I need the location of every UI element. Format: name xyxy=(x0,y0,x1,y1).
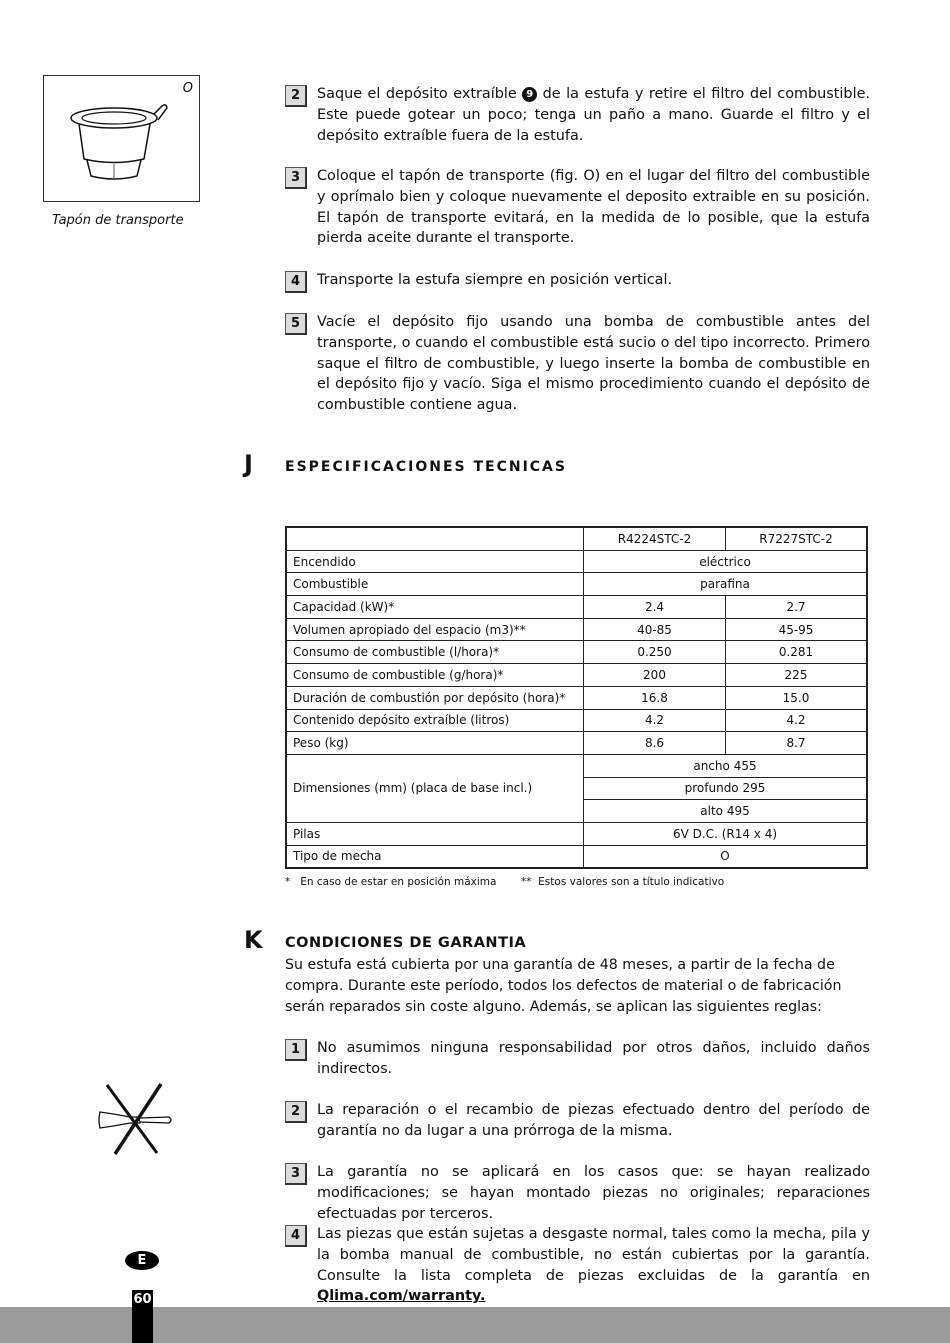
row-label: Dimensiones (mm) (placa de base incl.) xyxy=(286,754,584,822)
table-row xyxy=(286,641,867,664)
table-row xyxy=(286,550,867,573)
table-header-row xyxy=(286,527,867,550)
row-label: Consumo de combustible (l/hora)* xyxy=(286,641,584,664)
footnote-1: * En caso de estar en posición máxima xyxy=(285,876,497,888)
row-value-model-2: 4.2 xyxy=(726,709,868,732)
transport-step-5 xyxy=(285,312,870,416)
reference-9-icon: 9 xyxy=(522,87,537,102)
section-letter-j: J xyxy=(244,450,253,478)
step-text: Vacíe el depósito fijo usando una bomba de combustible antes del transporte, o cuando el combustible está sucio o del tipo incorrecto. Primero saque el filtro de combustible, y luego inserte la bomba de combustible en el depósito fijo y vacío. Siga el mismo procedimiento cuando el depósito de combustible contiene agua. xyxy=(317,314,870,414)
section-title-warranty: CONDICIONES DE GARANTIA xyxy=(285,935,527,951)
step-number: 2 xyxy=(285,85,307,107)
row-value-model-2: 2.7 xyxy=(726,596,868,619)
row-label: Consumo de combustible (g/hora)* xyxy=(286,664,584,687)
section-title-specs: ESPECIFICACIONES TECNICAS xyxy=(285,459,567,475)
figure-letter: O xyxy=(182,81,193,96)
warranty-intro: Su estufa está cubierta por una garantía de 48 meses, a partir de la fecha de compra. Durante este período, todos los defectos de material o de fabricación serán reparados sin coste alguno. Además, se aplican las siguientes reglas: xyxy=(285,957,842,1015)
table-row xyxy=(286,822,867,845)
table-row xyxy=(286,573,867,596)
row-value-model-2: 45-95 xyxy=(726,618,868,641)
row-value-model-1: 8.6 xyxy=(584,732,726,755)
step-text: Transporte la estufa siempre en posición vertical. xyxy=(317,272,673,288)
rule-text: La garantía no se aplicará en los casos que: se hayan realizado modificaciones; se hayan montado piezas no originales; reparaciones efectuadas por terceros. xyxy=(317,1164,870,1222)
table-row xyxy=(286,686,867,709)
row-value-model-1: 200 xyxy=(584,664,726,687)
row-label: Tipo de mecha xyxy=(286,845,584,868)
table-header-empty xyxy=(286,527,584,550)
row-value-model-1: 16.8 xyxy=(584,686,726,709)
row-value-model-1: 0.250 xyxy=(584,641,726,664)
figure-caption: Tapón de transporte xyxy=(52,213,184,228)
row-label: Volumen apropiado del espacio (m3)** xyxy=(286,618,584,641)
warranty-rule-4 xyxy=(285,1224,870,1307)
row-value-model-2: 225 xyxy=(726,664,868,687)
warranty-rule-2 xyxy=(285,1100,870,1142)
footnote-2: ** Estos valores son a título indicativo xyxy=(521,876,725,888)
warranty-link[interactable]: Qlima.com/warranty. xyxy=(317,1288,486,1305)
table-header-model-1: R4224STC-2 xyxy=(584,527,726,550)
row-label: Combustible xyxy=(286,573,584,596)
rule-number: 1 xyxy=(285,1039,307,1061)
row-label: Contenido depósito extraíble (litros) xyxy=(286,709,584,732)
step-text: Coloque el tapón de transporte (fig. O) en el lugar del filtro del combustible y oprímalo bien y coloque nuevamente el deposito extraible en su posición. El tapón de transporte evitará, en la medida de lo posible, que la estufa pierda aceite durante el transporte. xyxy=(317,168,870,247)
rule-number: 3 xyxy=(285,1163,307,1185)
row-label: Pilas xyxy=(286,822,584,845)
transport-plug-icon xyxy=(44,76,199,201)
step-number: 4 xyxy=(285,271,307,293)
dimension-depth: profundo 295 xyxy=(584,777,868,800)
row-value-model-1: 4.2 xyxy=(584,709,726,732)
step-number: 5 xyxy=(285,313,307,335)
row-value-model-1: 2.4 xyxy=(584,596,726,619)
row-value: parafina xyxy=(584,573,868,596)
dimension-width: ancho 455 xyxy=(584,754,868,777)
language-badge: E xyxy=(125,1251,159,1270)
page-number: 60 xyxy=(132,1290,153,1343)
row-label: Encendido xyxy=(286,550,584,573)
rule-number: 2 xyxy=(285,1101,307,1123)
no-screwdriver-icon xyxy=(95,1082,177,1156)
warranty-rule-3 xyxy=(285,1162,870,1224)
table-row xyxy=(286,732,867,755)
row-label: Capacidad (kW)* xyxy=(286,596,584,619)
section-letter-k: K xyxy=(244,926,263,954)
table-row xyxy=(286,709,867,732)
transport-step-3 xyxy=(285,166,870,249)
table-row xyxy=(286,754,867,777)
table-row xyxy=(286,596,867,619)
specifications-table xyxy=(285,526,868,869)
table-row xyxy=(286,845,867,868)
row-value: O xyxy=(584,845,868,868)
transport-step-2 xyxy=(285,84,870,146)
row-value-model-1: 40-85 xyxy=(584,618,726,641)
row-label: Duración de combustión por depósito (hora)* xyxy=(286,686,584,709)
warranty-rule-1 xyxy=(285,1038,870,1080)
row-label: Peso (kg) xyxy=(286,732,584,755)
rule-text: Las piezas que están sujetas a desgaste normal, tales como la mecha, pila y la bomba manual de combustible, no están cubiertas por la garantía. Consulte la lista completa de piezas excluidas de la garantía en Qlima.com/warranty. xyxy=(317,1226,870,1305)
row-value: 6V D.C. (R14 x 4) xyxy=(584,822,868,845)
row-value-model-2: 15.0 xyxy=(726,686,868,709)
dimension-height: alto 495 xyxy=(584,800,868,823)
transport-step-4 xyxy=(285,270,870,291)
rule-number: 4 xyxy=(285,1225,307,1247)
rule-text: La reparación o el recambio de piezas efectuado dentro del período de garantía no da lugar a una prórroga de la misma. xyxy=(317,1102,870,1139)
table-header-model-2: R7227STC-2 xyxy=(726,527,868,550)
step-number: 3 xyxy=(285,167,307,189)
figure-transport-plug xyxy=(43,75,200,202)
row-value-model-2: 8.7 xyxy=(726,732,868,755)
row-value-model-2: 0.281 xyxy=(726,641,868,664)
row-value: eléctrico xyxy=(584,550,868,573)
step-text: Saque el depósito extraíble 9 de la estufa y retire el filtro del combustible. Este puede gotear un poco; tenga un paño a mano. Guarde el filtro y el depósito extraíble fuera de la estufa. xyxy=(317,86,870,144)
table-row xyxy=(286,618,867,641)
rule-text: No asumimos ninguna responsabilidad por otros daños, incluido daños indirectos. xyxy=(317,1040,870,1077)
table-row xyxy=(286,664,867,687)
